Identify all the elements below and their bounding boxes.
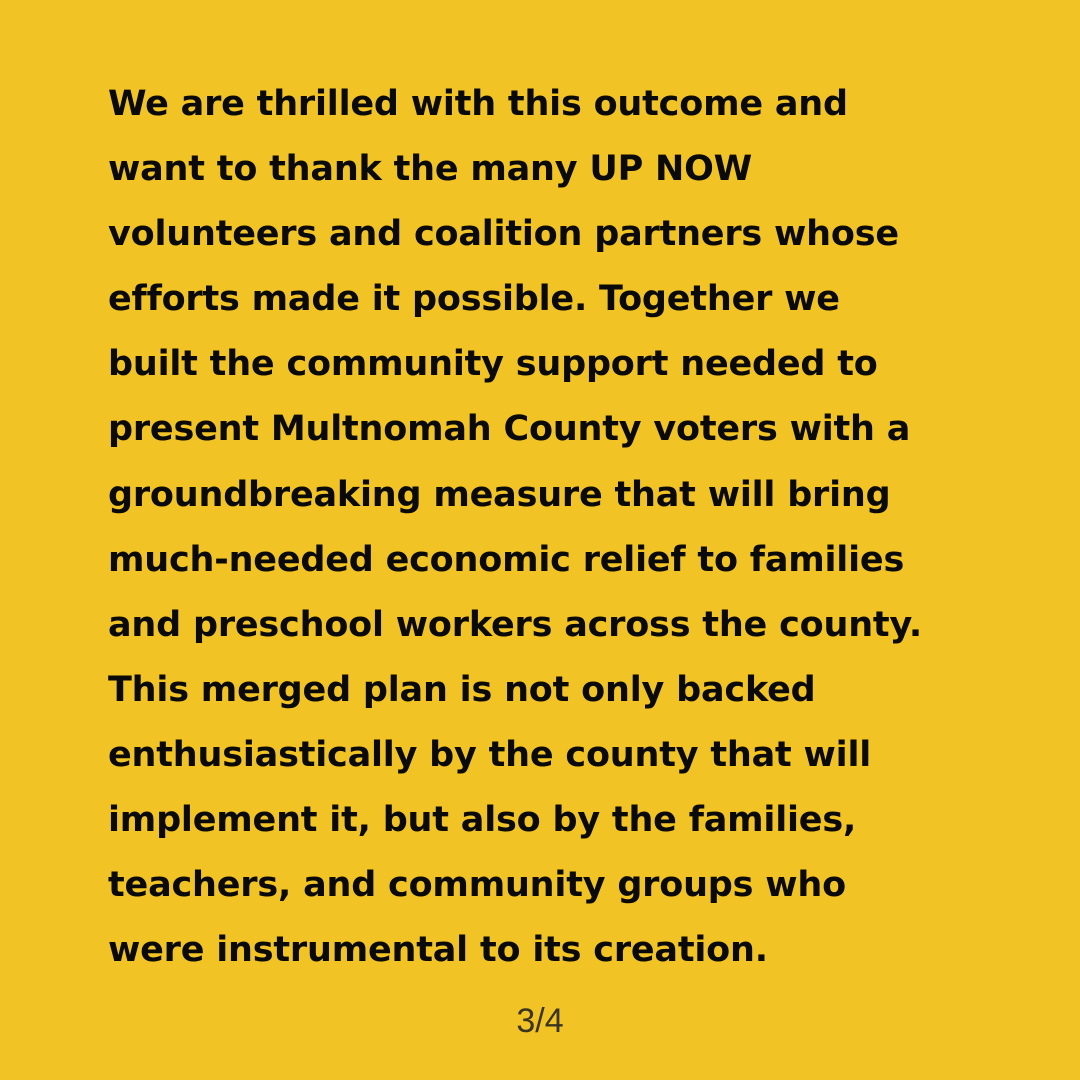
body-line: present Multnomah County voters with a	[108, 409, 911, 450]
body-line: groundbreaking measure that will bring	[108, 474, 891, 515]
body-line: implement it, but also by the families,	[108, 800, 857, 841]
body-line: want to thank the many UP NOW	[108, 149, 753, 190]
body-line: enthusiastically by the county that will	[108, 734, 872, 775]
page-indicator: 3/4	[516, 1002, 564, 1040]
body-line: This merged plan is not only backed	[108, 669, 816, 710]
body-paragraph	[108, 72, 988, 983]
body-line: and preschool workers across the county.	[108, 604, 922, 645]
body-line: teachers, and community groups who	[108, 865, 846, 906]
body-line: much-needed economic relief to families	[108, 539, 905, 580]
body-line: built the community support needed to	[108, 344, 878, 385]
body-line: We are thrilled with this outcome and	[108, 84, 848, 124]
body-line: efforts made it possible. Together we	[108, 279, 840, 320]
body-line: volunteers and coalition partners whose	[108, 214, 899, 255]
body-line: were instrumental to its creation.	[108, 930, 768, 971]
